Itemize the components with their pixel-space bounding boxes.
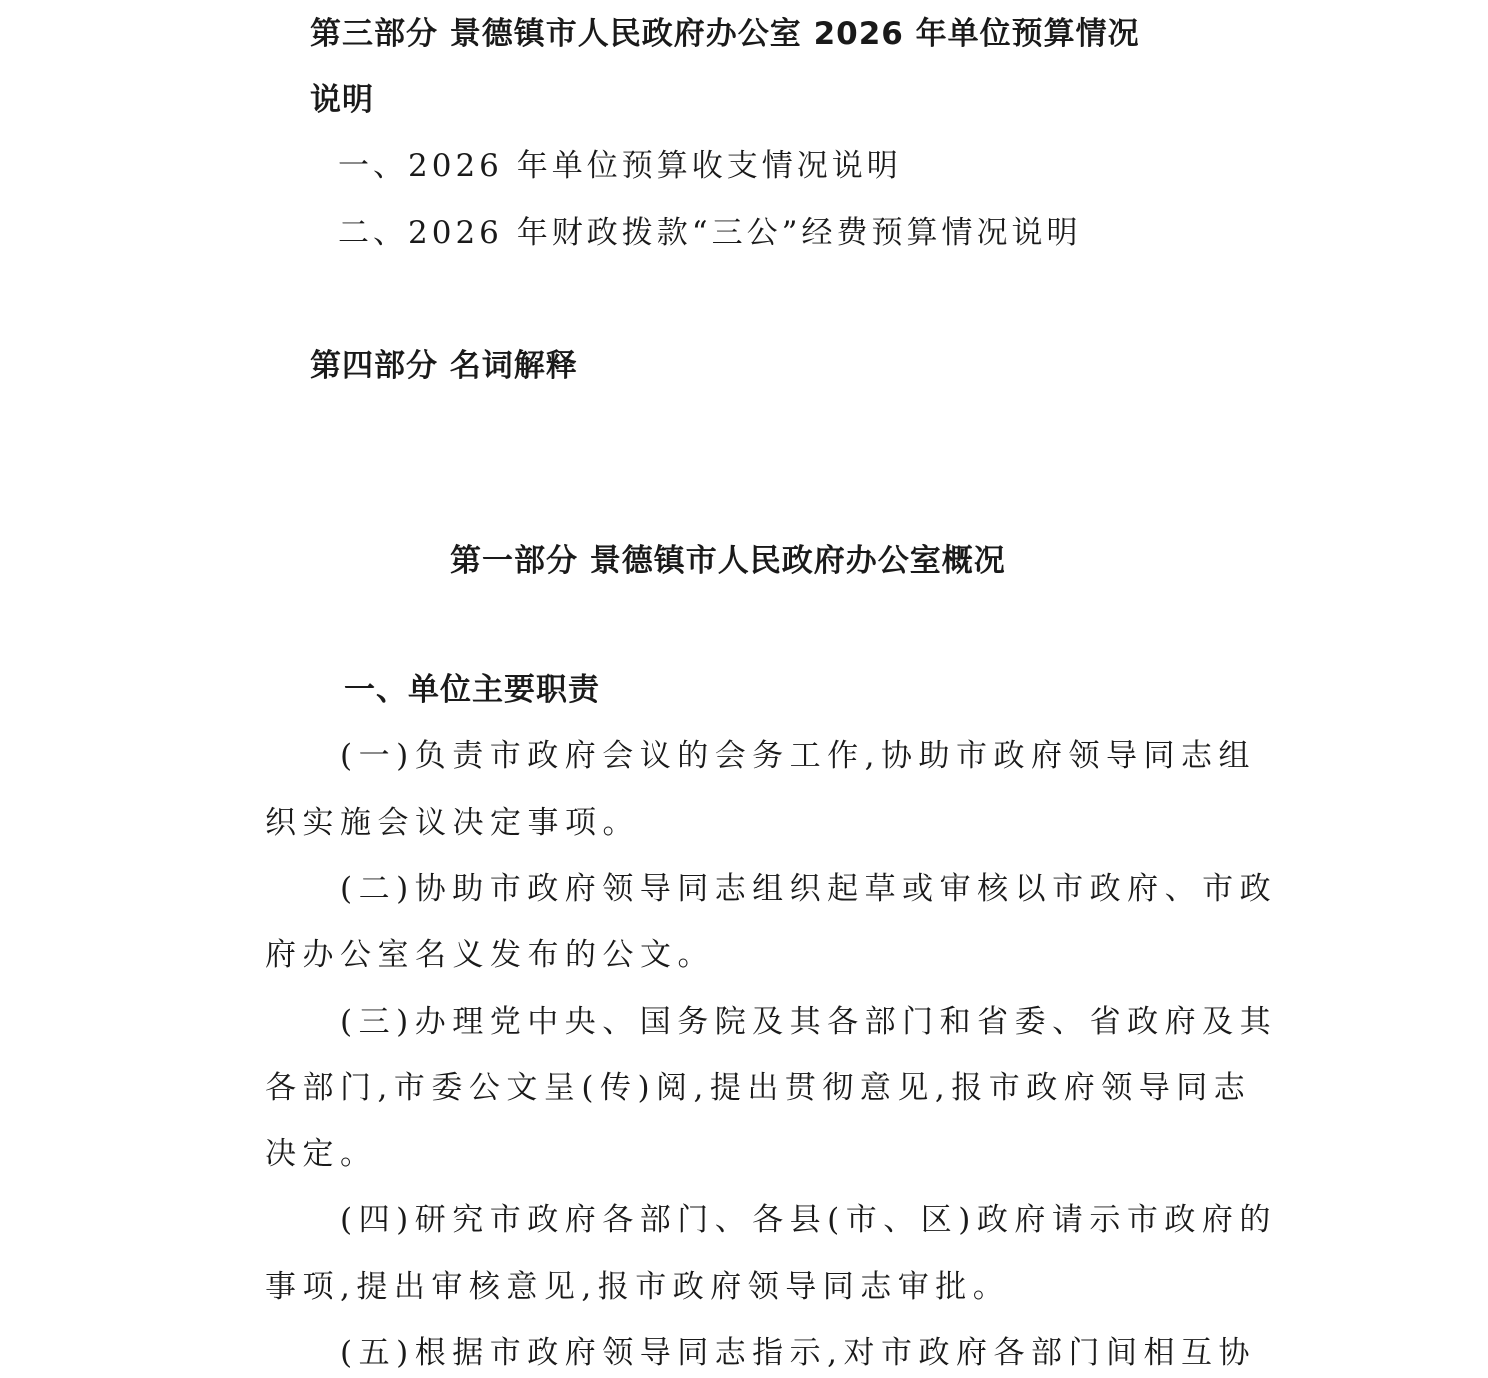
duty-3-line2: 各部门,市委公文呈(传)阅,提出贯彻意见,报市政府领导同志 <box>265 1070 1252 1106</box>
duty-4-line1: (四)研究市政府各部门、各县(市、区)政府请示市政府的 <box>340 1202 1277 1238</box>
duty-3-line3: 决定。 <box>265 1136 378 1172</box>
part3-heading-line2: 说明 <box>310 82 374 118</box>
part4-heading: 第四部分 名词解释 <box>310 348 578 384</box>
toc-item-three-public-expenses: 二、2026 年财政拨款“三公”经费预算情况说明 <box>338 215 1082 251</box>
toc-item-budget-income-expense: 一、2026 年单位预算收支情况说明 <box>338 148 902 184</box>
duty-2-line1: (二)协助市政府领导同志组织起草或审核以市政府、市政 <box>340 871 1278 907</box>
duty-1-line2: 织实施会议决定事项。 <box>265 805 640 841</box>
section1-subtitle-main-duties: 一、单位主要职责 <box>344 672 600 708</box>
section1-title: 第一部分 景德镇市人民政府办公室概况 <box>450 543 1006 579</box>
duty-2-line2: 府办公室名义发布的公文。 <box>265 937 715 973</box>
duty-5-line1: (五)根据市政府领导同志指示,对市政府各部门间相互协 <box>340 1335 1257 1371</box>
part3-heading-line1: 第三部分 景德镇市人民政府办公室 2026 年单位预算情况 <box>310 16 1140 52</box>
duty-1-line1: (一)负责市政府会议的会务工作,协助市政府领导同志组 <box>340 738 1257 774</box>
duty-3-line1: (三)办理党中央、国务院及其各部门和省委、省政府及其 <box>340 1004 1278 1040</box>
duty-4-line2: 事项,提出审核意见,报市政府领导同志审批。 <box>265 1269 1011 1305</box>
